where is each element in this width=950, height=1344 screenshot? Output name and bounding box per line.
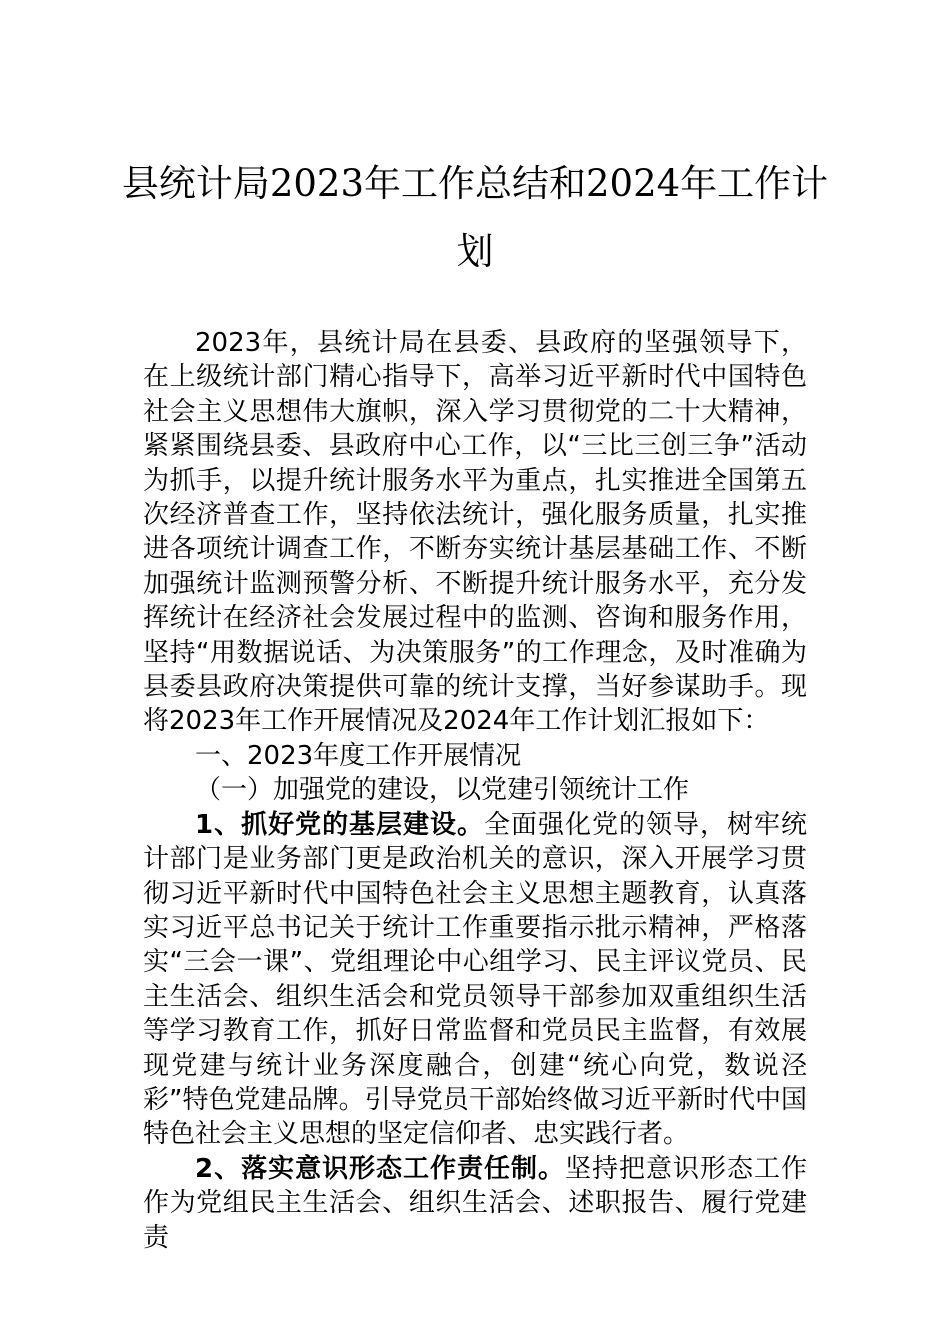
title-line-1: 县统计局2023年工作总结和2024年工作计: [121, 162, 829, 205]
paragraph-text: 坚持把意识形态工作作为党组民主生活会、组织生活会、述职报告、履行党建责: [143, 1153, 807, 1253]
paragraph-text: 2023年，县统计局在县委、县政府的坚强领导下，在上级统计部门精心指导下，高举习近平新时代中国特色社会主义思想伟大旗帜，深入学习贯彻党的二十大精神，紧紧围绕县委、县政府中心工作，以“三比三创三争”活动为抓手，以提升统计服务水平为重点，扎实推进全国第五次经济普查工作，坚持依法统计，强化服务质量，扎实推进各项统计调查工作，不断夯实统计基层基础工作、不断加强统计监测预警分析、不断提升统计服务水平，充分发挥统计在经济社会发展过程中的监测、咨询和服务作用，坚持“用数据说话、为决策服务”的工作理念，及时准确为县委县政府决策提供可靠的统计支撑，当好参谋助手。现将2023年工作开展情况及2024年工作计划汇报如下：: [143, 328, 807, 737]
title-line-2: 划: [456, 230, 494, 273]
paragraph-lead: 1、抓好党的基层建设。: [195, 809, 485, 840]
paragraph-intro: [143, 326, 807, 739]
section-heading: [143, 739, 807, 773]
document-body: [143, 326, 807, 1255]
subsection-heading: [143, 773, 807, 807]
paragraph-item-1: [143, 808, 807, 1152]
document-title: [100, 150, 850, 286]
paragraph-text: （一）加强党的建设，以党建引领统计工作: [195, 775, 690, 806]
paragraph-lead: 2、落实意识形态工作责任制。: [195, 1153, 566, 1184]
paragraph-text: 一、2023年度工作开展情况: [195, 740, 522, 771]
paragraph-text: 全面强化党的领导，树牢统计部门是业务部门更是政治机关的意识，深入开展学习贯彻习近平新时代中国特色社会主义思想主题教育，认真落实习近平总书记关于统计工作重要指示批示精神，严格落实“三会一课”、党组理论中心组学习、民主评议党员、民主生活会、组织生活会和党员领导干部参加双重组织生活等学习教育工作，抓好日常监督和党员民主监督，有效展现党建与统计业务深度融合，创建“统心向党，数说泾彩”特色党建品牌。引导党员干部始终做习近平新时代中国特色社会主义思想的坚定信仰者、忠实践行者。: [143, 809, 807, 1150]
paragraph-item-2: [143, 1152, 807, 1255]
